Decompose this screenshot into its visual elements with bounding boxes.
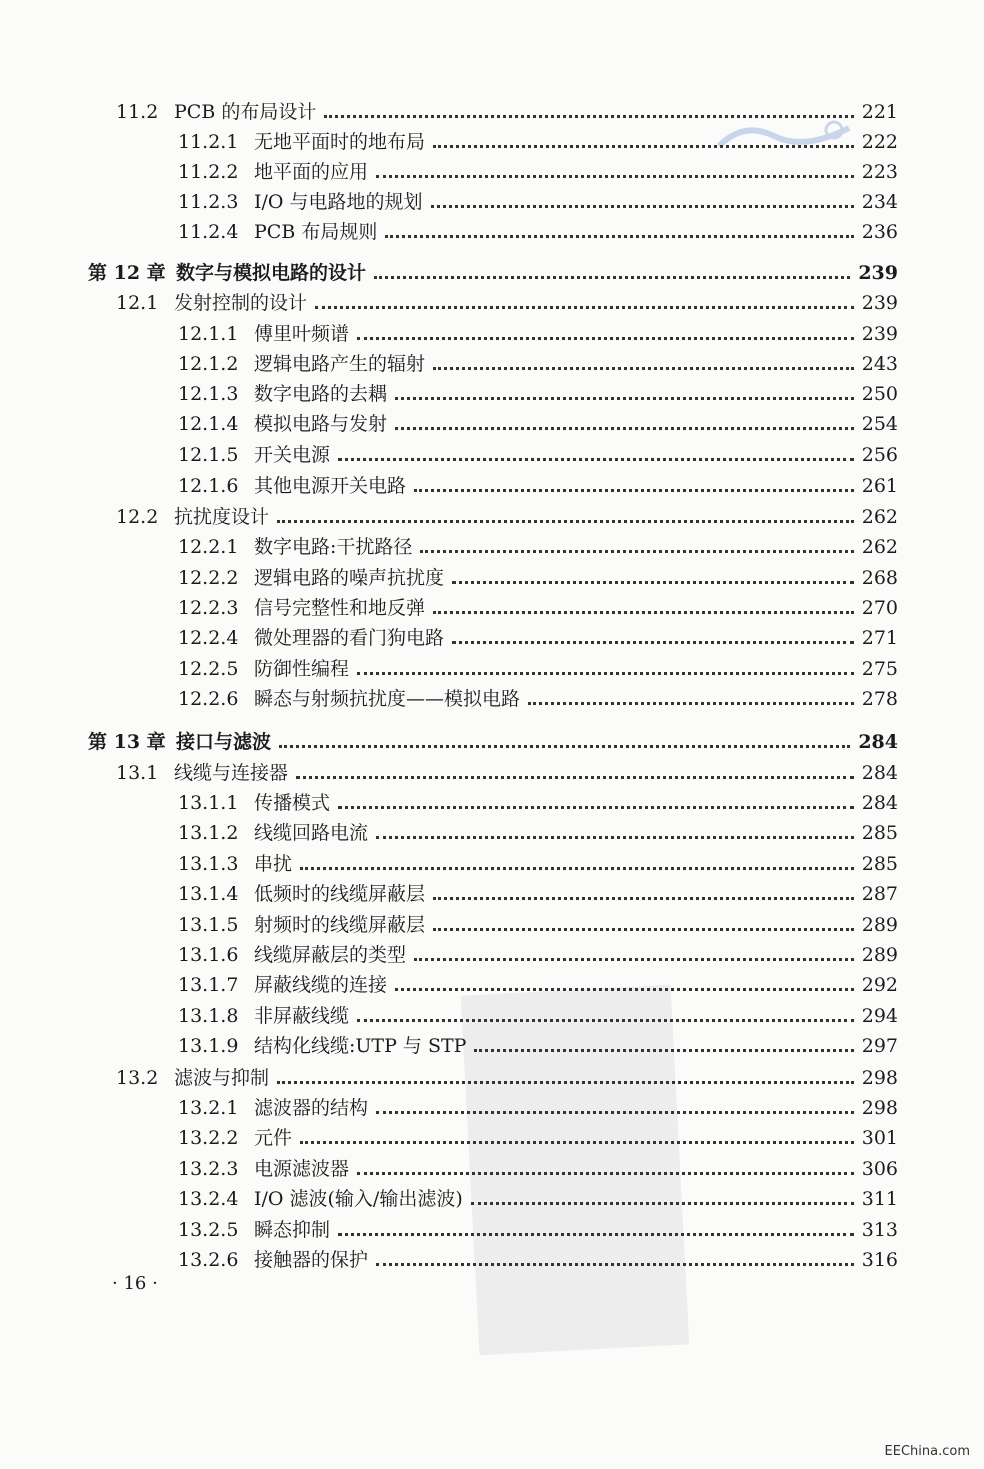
toc-entry-page: 262 — [861, 506, 898, 528]
toc-entry-sub — [178, 1152, 898, 1180]
dot-leader — [376, 836, 854, 839]
toc-entry-number: 13.1.6 — [178, 944, 239, 966]
toc-entry-sub — [178, 786, 898, 814]
toc-entry-number: 13.1.7 — [178, 974, 239, 996]
toc-entry-sub — [178, 908, 898, 936]
toc-entry-section — [116, 756, 898, 784]
toc-entry-sub — [178, 185, 898, 213]
toc-entry-number: 13.2.2 — [178, 1127, 239, 1149]
toc-entry-sub — [178, 621, 898, 649]
toc-entry-section — [116, 95, 898, 123]
site-watermark-text: EEChina.com — [884, 1444, 970, 1459]
toc-entry-page: 239 — [858, 262, 898, 284]
toc-entry-page: 239 — [861, 292, 898, 314]
toc-entry-sub — [178, 1182, 898, 1210]
toc-entry-page: 294 — [861, 1005, 898, 1027]
toc-entry-number: 13.1.8 — [178, 1005, 239, 1027]
toc-entry-number: 13.2 — [116, 1067, 159, 1089]
toc-entry-title: 开关电源 — [254, 444, 331, 466]
toc-entry-sub — [178, 155, 898, 183]
toc-entry-sub — [178, 847, 898, 875]
toc-entry-sub — [178, 591, 898, 619]
dot-leader — [376, 1263, 854, 1266]
toc-entry-page: 271 — [861, 627, 898, 649]
dot-leader — [357, 1019, 854, 1022]
toc-entry-number: 11.2.4 — [178, 221, 239, 243]
toc-entry-title: 瞬态抑制 — [254, 1219, 331, 1241]
toc-entry-sub — [178, 816, 898, 844]
toc-entry-sub — [178, 215, 898, 243]
toc-entry-title: 瞬态与射频抗扰度——模拟电路 — [254, 688, 521, 710]
toc-entry-sub — [178, 938, 898, 966]
toc-entry-title: 电源滤波器 — [254, 1158, 350, 1180]
toc-entry-page: 262 — [861, 536, 898, 558]
dot-leader — [357, 672, 854, 675]
toc-entry-title: 非屏蔽线缆 — [254, 1005, 350, 1027]
toc-entry-page: 292 — [861, 974, 898, 996]
toc-entry-page: 243 — [861, 353, 898, 375]
toc-entry-number: 12.1.2 — [178, 353, 239, 375]
dot-leader — [433, 611, 854, 614]
dot-leader — [385, 235, 853, 238]
toc-entry-chapter — [88, 256, 898, 284]
toc-entry-title: PCB 布局规则 — [254, 221, 378, 243]
toc-entry-sub — [178, 1243, 898, 1271]
toc-entry-section — [116, 286, 898, 314]
toc-entry-title: 防御性编程 — [254, 658, 350, 680]
toc-entry-sub — [178, 125, 898, 153]
toc-entry-page: 285 — [861, 853, 898, 875]
toc-entry-page: 278 — [861, 688, 898, 710]
toc-entry-number: 13.2.5 — [178, 1219, 239, 1241]
toc-entry-title: 数字与模拟电路的设计 — [176, 262, 367, 284]
toc-entry-page: 289 — [861, 914, 898, 936]
dot-leader — [324, 115, 853, 118]
toc-entry-title: 信号完整性和地反弹 — [254, 597, 426, 619]
dot-leader — [431, 205, 854, 208]
toc-entry-sub — [178, 407, 898, 435]
toc-entry-number: 12.2.5 — [178, 658, 239, 680]
toc-entry-sub — [178, 438, 898, 466]
toc-entry-page: 285 — [861, 822, 898, 844]
toc-entry-page: 254 — [861, 413, 898, 435]
toc-entry-section — [116, 500, 898, 528]
toc-entry-title: 传播模式 — [254, 792, 331, 814]
toc-entry-page: 268 — [861, 567, 898, 589]
toc-entry-number: 11.2.1 — [178, 131, 239, 153]
toc-entry-number: 11.2.2 — [178, 161, 239, 183]
toc-entry-number: 13.1.4 — [178, 883, 239, 905]
toc-entry-title: 结构化线缆:UTP 与 STP — [254, 1035, 467, 1057]
toc-entry-sub — [178, 1091, 898, 1119]
toc-entry-title: 数字电路的去耦 — [254, 383, 388, 405]
toc-entry-number: 12.2 — [116, 506, 159, 528]
toc-entry-number: 13.2.3 — [178, 1158, 239, 1180]
toc-entry-title: 无地平面时的地布局 — [254, 131, 426, 153]
toc-entry-number: 12.2.6 — [178, 688, 239, 710]
dot-leader — [433, 367, 854, 370]
toc-entry-title: 滤波器的结构 — [254, 1097, 369, 1119]
toc-entry-title: 接口与滤波 — [176, 731, 272, 753]
dot-leader — [528, 702, 854, 705]
toc-entry-page: 284 — [861, 792, 898, 814]
toc-entry-number: 13.1.3 — [178, 853, 239, 875]
toc-entry-title: 串扰 — [254, 853, 293, 875]
toc-entry-number: 12.1.3 — [178, 383, 239, 405]
toc-entry-title: 模拟电路与发射 — [254, 413, 388, 435]
toc-entry-section — [116, 1061, 898, 1089]
toc-entry-sub — [178, 561, 898, 589]
toc-entry-number: 13.1 — [116, 762, 159, 784]
toc-entry-number: 13.1.1 — [178, 792, 239, 814]
toc-entry-sub — [178, 377, 898, 405]
toc-entry-sub — [178, 1213, 898, 1241]
toc-entry-number: 12.1.6 — [178, 475, 239, 497]
toc-entry-title: 滤波与抑制 — [174, 1067, 270, 1089]
toc-entry-number: 12.1.1 — [178, 323, 239, 345]
toc-entry-sub — [178, 968, 898, 996]
dot-leader — [357, 337, 854, 340]
toc-entry-sub — [178, 652, 898, 680]
toc-entry-page: 236 — [861, 221, 898, 243]
toc-entry-number: 13.2.6 — [178, 1249, 239, 1271]
dot-leader — [277, 520, 854, 523]
toc-entry-title: 傅里叶频谱 — [254, 323, 350, 345]
toc-entry-title: PCB 的布局设计 — [174, 101, 317, 123]
toc-entry-title: 线缆与连接器 — [174, 762, 289, 784]
toc-entry-title: 数字电路:干扰路径 — [254, 536, 413, 558]
dot-leader — [300, 1141, 854, 1144]
toc-entry-number: 13.1.5 — [178, 914, 239, 936]
toc-entry-page: 275 — [861, 658, 898, 680]
toc-entry-sub — [178, 1029, 898, 1057]
toc-entry-page: 223 — [861, 161, 898, 183]
toc-entry-sub — [178, 530, 898, 558]
dot-leader — [395, 397, 854, 400]
toc-entry-chapter — [88, 725, 898, 753]
dot-leader — [452, 641, 854, 644]
toc-entry-page: 221 — [861, 101, 898, 123]
dot-leader — [300, 867, 854, 870]
dot-leader — [395, 427, 854, 430]
dot-leader — [338, 1233, 854, 1236]
toc-entry-number: 12.2.4 — [178, 627, 239, 649]
dot-leader — [433, 897, 854, 900]
toc-entry-page: 261 — [861, 475, 898, 497]
toc-entry-page: 239 — [861, 323, 898, 345]
dot-leader — [414, 489, 854, 492]
toc-entry-title: 地平面的应用 — [254, 161, 369, 183]
toc-entry-page: 298 — [861, 1097, 898, 1119]
dot-leader — [433, 928, 854, 931]
toc-entry-page: 313 — [861, 1219, 898, 1241]
toc-entry-title: I/O 滤波(输入/输出滤波) — [254, 1188, 463, 1210]
toc-entry-sub — [178, 999, 898, 1027]
dot-leader — [374, 276, 850, 279]
toc-entry-page: 256 — [861, 444, 898, 466]
toc-entry-page: 234 — [861, 191, 898, 213]
toc-entry-number: 11.2.3 — [178, 191, 239, 213]
toc-entry-number: 11.2 — [116, 101, 159, 123]
dot-leader — [376, 175, 854, 178]
toc-entry-number: 12.2.1 — [178, 536, 239, 558]
toc-entry-number: 12.1.4 — [178, 413, 239, 435]
toc-entry-number: 12.2.2 — [178, 567, 239, 589]
dot-leader — [277, 1081, 854, 1084]
dot-leader — [414, 958, 854, 961]
toc-entry-title: I/O 与电路地的规划 — [254, 191, 423, 213]
dot-leader — [296, 776, 854, 779]
toc-entry-number: 12.1 — [116, 292, 159, 314]
toc-entry-number: 12.2.3 — [178, 597, 239, 619]
dot-leader — [376, 1111, 854, 1114]
toc-entry-number: 第 13 章 — [88, 731, 166, 753]
toc-entry-sub — [178, 1121, 898, 1149]
dot-leader — [433, 145, 854, 148]
dot-leader — [395, 988, 854, 991]
toc-entry-sub — [178, 877, 898, 905]
toc-entry-title: 逻辑电路的噪声抗扰度 — [254, 567, 445, 589]
toc-entry-page: 298 — [861, 1067, 898, 1089]
toc-entry-title: 逻辑电路产生的辐射 — [254, 353, 426, 375]
toc-entry-page: 284 — [858, 731, 898, 753]
dot-leader — [338, 806, 854, 809]
toc-entry-number: 13.1.2 — [178, 822, 239, 844]
toc-entry-sub — [178, 682, 898, 710]
page-number: · 16 · — [112, 1273, 158, 1294]
toc-entry-page: 284 — [861, 762, 898, 784]
dot-leader — [471, 1202, 854, 1205]
toc-entry-title: 线缆屏蔽层的类型 — [254, 944, 407, 966]
toc-entry-title: 射频时的线缆屏蔽层 — [254, 914, 426, 936]
toc-entry-title: 低频时的线缆屏蔽层 — [254, 883, 426, 905]
toc-entry-title: 线缆回路电流 — [254, 822, 369, 844]
toc-entry-page: 222 — [861, 131, 898, 153]
dot-leader — [452, 581, 854, 584]
dot-leader — [338, 458, 854, 461]
toc-entry-title: 其他电源开关电路 — [254, 475, 407, 497]
toc-entry-page: 306 — [861, 1158, 898, 1180]
toc-entry-title: 微处理器的看门狗电路 — [254, 627, 445, 649]
dot-leader — [420, 550, 853, 553]
dot-leader — [357, 1172, 854, 1175]
toc-entry-page: 287 — [861, 883, 898, 905]
toc-entry-number: 12.1.5 — [178, 444, 239, 466]
dot-leader — [474, 1049, 853, 1052]
toc-entry-page: 250 — [861, 383, 898, 405]
dot-leader — [315, 306, 854, 309]
toc-entry-number: 13.2.1 — [178, 1097, 239, 1119]
toc-entry-page: 316 — [861, 1249, 898, 1271]
toc-entry-title: 接触器的保护 — [254, 1249, 369, 1271]
toc-entry-page: 289 — [861, 944, 898, 966]
toc-entry-sub — [178, 469, 898, 497]
toc-entry-title: 抗扰度设计 — [174, 506, 270, 528]
toc-entry-page: 297 — [861, 1035, 898, 1057]
toc-entry-number: 第 12 章 — [88, 262, 166, 284]
toc-entry-title: 发射控制的设计 — [174, 292, 308, 314]
toc-entry-sub — [178, 317, 898, 345]
toc-entry-sub — [178, 347, 898, 375]
toc-entry-title: 屏蔽线缆的连接 — [254, 974, 388, 996]
toc-entry-page: 270 — [861, 597, 898, 619]
dot-leader — [279, 745, 850, 748]
toc-entry-title: 元件 — [254, 1127, 293, 1149]
toc-entry-page: 311 — [861, 1188, 898, 1210]
toc-entry-number: 13.1.9 — [178, 1035, 239, 1057]
toc-entry-page: 301 — [861, 1127, 898, 1149]
toc-entry-number: 13.2.4 — [178, 1188, 239, 1210]
